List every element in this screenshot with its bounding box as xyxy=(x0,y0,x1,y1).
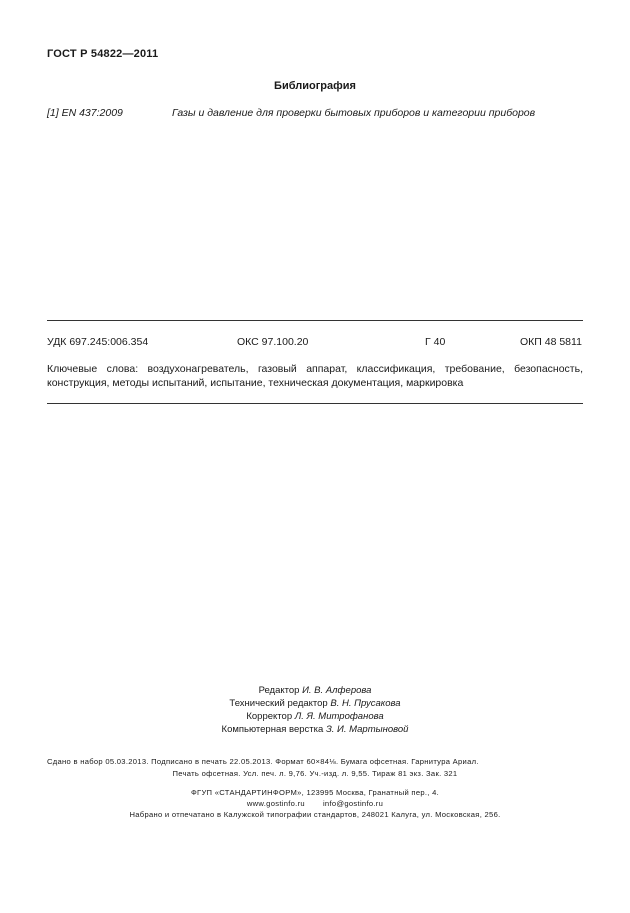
publisher-block xyxy=(0,787,630,820)
bibliography-title: Библиография xyxy=(274,80,356,92)
credit-proofreader xyxy=(0,710,630,723)
credit-person: И. В. Алферова xyxy=(302,685,372,696)
divider-top xyxy=(47,320,583,321)
okp-code: ОКП 48 5811 xyxy=(520,336,582,348)
credit-person: З. И. Мартыновой xyxy=(325,724,409,735)
oks-code: ОКС 97.100.20 xyxy=(237,336,309,348)
credit-person: В. Н. Прусакова xyxy=(330,698,401,709)
udk-code: УДК 697.245:006.354 xyxy=(47,336,149,348)
printing-house: Набрано и отпечатано в Калужской типографии стандартов, 248021 Калуга, ул. Московская, 256. xyxy=(129,810,501,819)
credit-person: Л. Я. Митрофанова xyxy=(294,711,384,722)
imprint-line-2: Печать офсетная. Усл. печ. л. 9,76. Уч.-изд. л. 9,55. Тираж 81 экз. Зак. 321 xyxy=(172,769,458,778)
credits-block xyxy=(0,684,630,736)
keywords: Ключевые слова: воздухонагреватель, газовый аппарат, классификация, требование, безопасность, конструкция, методы испытаний, испытание, техническая документация, маркировка xyxy=(47,363,583,389)
publisher-address: ФГУП «СТАНДАРТИНФОРМ», 123995 Москва, Гранатный пер., 4. xyxy=(190,788,440,797)
bibliography-ref-text: Газы и давление для проверки бытовых приборов и категории приборов xyxy=(172,107,536,119)
imprint-block xyxy=(47,756,583,780)
credit-role: Компьютерная верстка xyxy=(221,724,324,735)
standard-code-header: ГОСТ Р 54822—2011 xyxy=(47,48,159,60)
publisher-website[interactable]: www.gostinfo.ru xyxy=(246,799,305,808)
credit-tech-editor xyxy=(0,697,630,710)
imprint-line-1: Сдано в набор 05.03.2013. Подписано в печать 22.05.2013. Формат 60×84⅛. Бумага офсетная. Гарнитура Ариал. xyxy=(47,757,479,766)
credit-editor xyxy=(0,684,630,697)
publisher-contacts xyxy=(0,798,630,809)
credit-role: Корректор xyxy=(246,711,293,722)
credit-role: Технический редактор xyxy=(229,698,328,709)
credit-role: Редактор xyxy=(258,685,300,696)
g-code: Г 40 xyxy=(425,336,446,348)
credit-layout xyxy=(0,723,630,736)
publisher-email[interactable]: info@gostinfo.ru xyxy=(322,799,384,808)
bibliography-ref-number: [1] EN 437:2009 xyxy=(47,107,123,119)
divider-bottom xyxy=(47,403,583,404)
